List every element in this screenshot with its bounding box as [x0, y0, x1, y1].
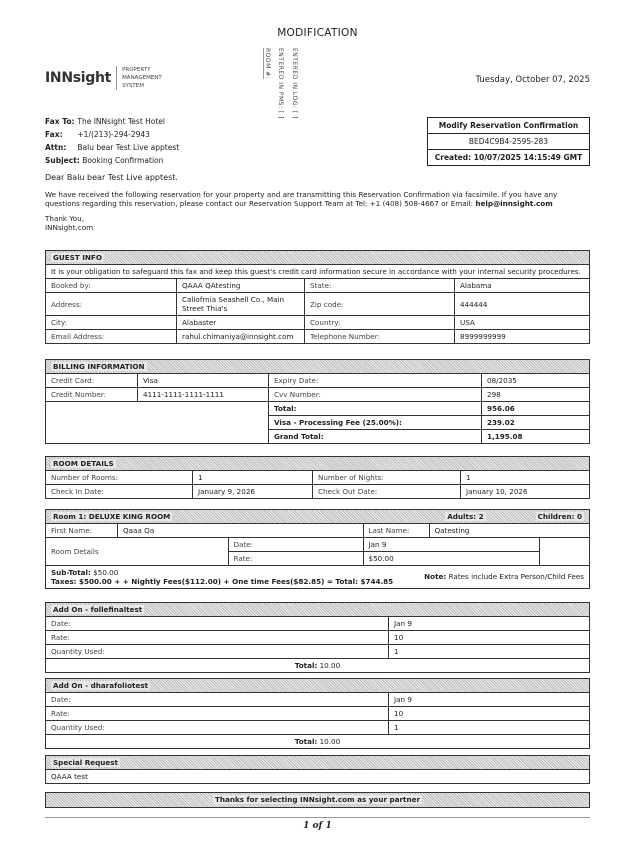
taxes-line: Taxes: $500.00 + + Nightly Fees($112.00) + One time Fees($82.85) = Total: $744.85: [51, 577, 394, 586]
doc-title: MODIFICATION: [277, 27, 358, 39]
thanks-banner: Thanks for selecting INNsight.com as your partner: [45, 792, 590, 808]
doc-date: Tuesday, October 07, 2025: [475, 75, 590, 85]
confirmation-box: Modify Reservation Confirmation BED4C9B4-2595-283 Created: 10/07/2025 14:15:49 GMT: [427, 117, 590, 166]
logo-sub: PROPERTY MANAGEMENT SYSTEM: [116, 66, 162, 90]
support-email[interactable]: help@innsight.com: [475, 199, 553, 208]
fax-block: Fax To: The INNsight Test Hotel Fax: +1/(213)-294-2943 Attn: Balu bear Test Live apptest Subject: Booking Confirmation: [45, 117, 180, 165]
logo-text: INNsight: [45, 70, 112, 86]
addon-1-table: Add On - follefinaltest Date: Jan 9 Rate: 10 Quantity Used: 1 Total: 10.00: [45, 602, 590, 673]
guest-info-table: GUEST INFO It is your obligation to safeguard this fax and keep this guest's credit card information secure in accordance with your internal security procedures. Booked by: QAAA QAtesting State: Alabama Address: Caliofrnia Seashell Co., Main Street Thia's Zip code: 444444 City: Alabaster Country: USA Email Address: rahul.chimaniya@innsight.com Telephone Number: 8999999999: [45, 250, 590, 344]
room-1-table: Room 1: DELUXE KING ROOM Children: 0 Adults: 2 First Name: Qaaa Qa Last Name: Qatesting Room Details Date: Jan 9 Rate: $50.00 Note: Rates include Extra Person/Child Fees Sub-Total: $50.00 Taxes: $500.00 + + Nightly Fees($112.00) + One time Fees($82.85) = Total: $744.85: [45, 509, 590, 589]
innsight-logo: [45, 66, 162, 90]
greeting: Dear Balu bear Test Live apptest.: [45, 173, 178, 182]
page-number: 1 of 1: [45, 817, 590, 831]
billing-table: BILLING INFORMATION Credit Card: Visa Expiry Date: 08/2035 Credit Number: 4111-1111-1111-1111 Cvv Number: 298 Total: 956.06 Visa - Processing Fee (25.00%): 239.02 Grand Total: 1,195.08: [45, 359, 590, 444]
pms-stamp: ENTERED IN PMS: [ ]: [277, 48, 284, 120]
room-details-table: ROOM DETAILS Number of Rooms: 1 Number of Nights: 1 Check In Date: January 9, 2026 Check Out Date: January 10, 2026: [45, 456, 590, 499]
letter-body: We have received the following reservation for your property and are transmitting this Reservation Confirmation via facsimile. If you have any questions regarding this reservation, please contact our Reservation Support Team at Tel: +1 (408) 508-4667 or Email: help@innsight.com: [45, 190, 558, 208]
special-request-table: Special Request QAAA test: [45, 755, 590, 784]
log-stamp: ENTERED IN LOG: [ ]: [291, 48, 298, 119]
room-stamp: ROOM #:: [264, 48, 271, 80]
signoff: Thank You, INNsight.com: [45, 214, 94, 232]
addon-2-table: Add On - dharafoliotest Date: Jan 9 Rate: 10 Quantity Used: 1 Total: 10.00: [45, 678, 590, 749]
